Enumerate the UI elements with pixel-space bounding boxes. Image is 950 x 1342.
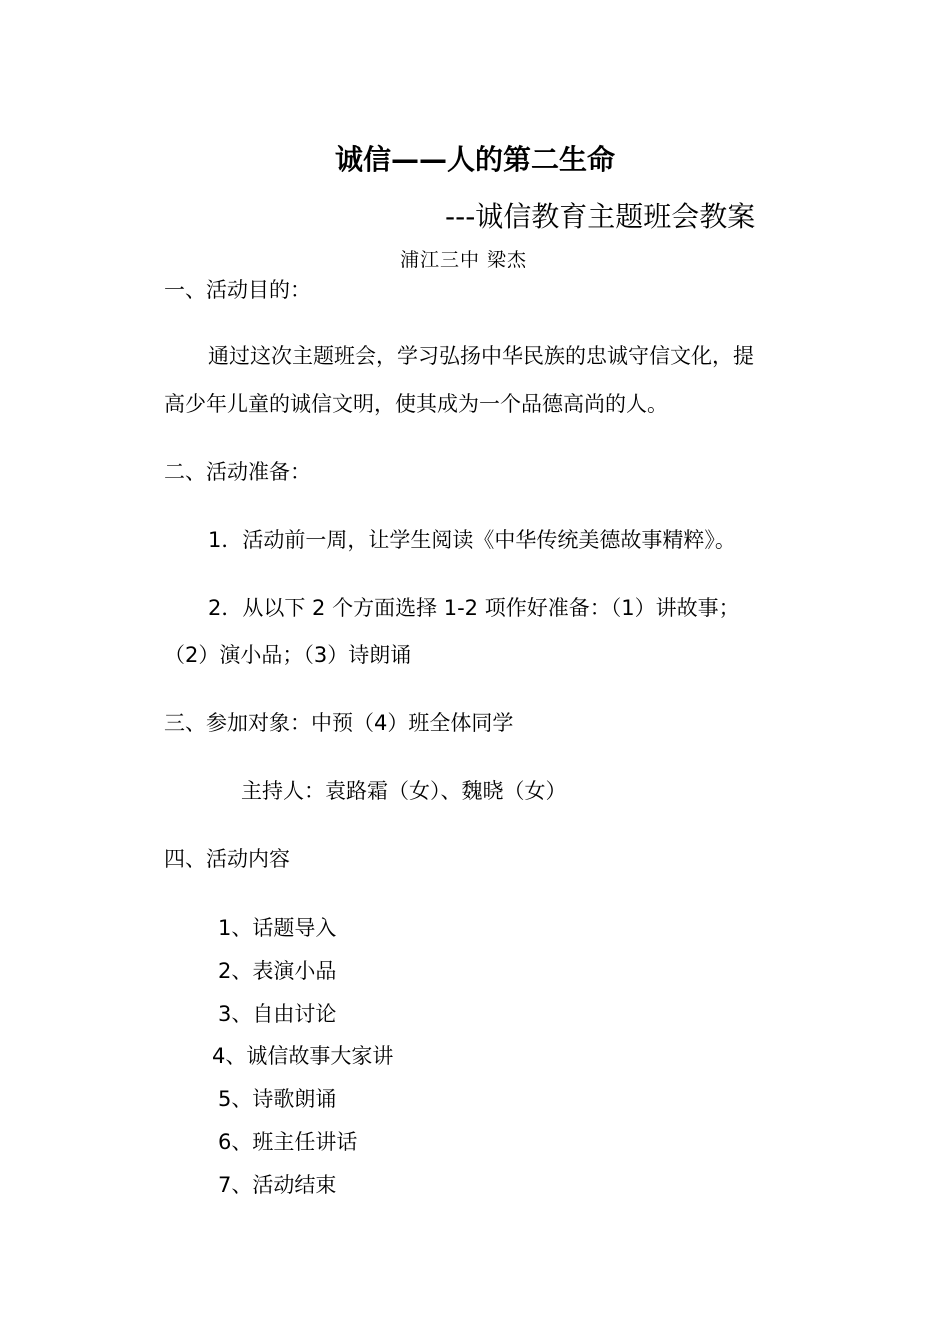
section-heading-participants: 三、参加对象：中预（4）班全体同学: [164, 711, 514, 735]
preparation-item-2-line-1: 2．从以下 2 个方面选择 1-2 项作好准备：（1）讲故事；: [208, 596, 740, 620]
content-list-item: 1、话题导入: [218, 916, 337, 940]
section-heading-purpose: 一、活动目的：: [164, 278, 311, 302]
purpose-paragraph-line-2: 高少年儿童的诚信文明，使其成为一个品德高尚的人。: [164, 392, 668, 416]
content-list-item: 6、班主任讲话: [218, 1130, 358, 1154]
document-author: 浦江三中 梁杰: [400, 249, 528, 271]
content-list-item: 4、诚信故事大家讲: [212, 1044, 394, 1068]
content-list-item: 2、表演小品: [218, 959, 337, 983]
preparation-item-1: 1．活动前一周，让学生阅读《中华传统美德故事精粹》。: [208, 528, 736, 552]
section-heading-preparation: 二、活动准备：: [164, 460, 311, 484]
content-list-item: 7、活动结束: [218, 1173, 337, 1197]
document-subtitle: ---诚信教育主题班会教案: [445, 200, 756, 233]
hosts-line: 主持人：袁路霜（女）、魏晓（女）: [241, 779, 567, 803]
section-heading-content: 四、活动内容: [164, 847, 290, 871]
preparation-item-2-line-2: （2）演小品；（3）诗朗诵: [164, 643, 412, 667]
purpose-paragraph-line-1: 通过这次主题班会，学习弘扬中华民族的忠诚守信文化，提: [208, 344, 754, 368]
content-list-item: 5、诗歌朗诵: [218, 1087, 337, 1111]
document-title: 诚信——人的第二生命: [334, 143, 615, 176]
content-list-item: 3、自由讨论: [218, 1002, 337, 1026]
